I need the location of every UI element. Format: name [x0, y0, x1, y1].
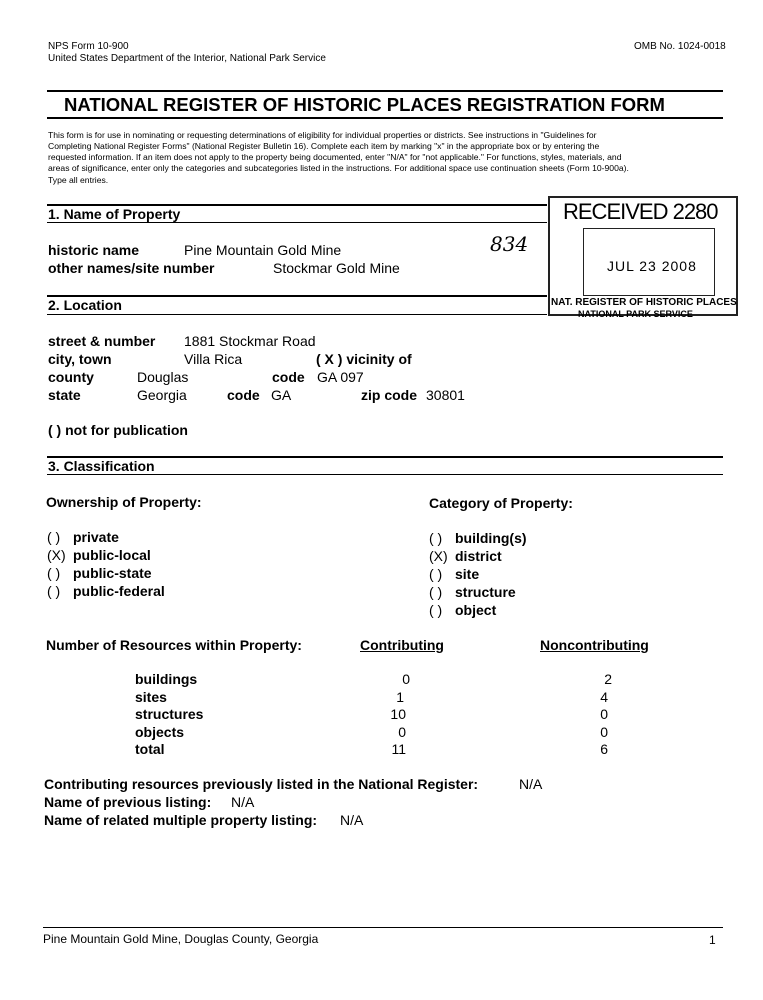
noncontributing-count: 6 — [600, 741, 608, 757]
title-rule-top — [47, 90, 723, 92]
stamp-line1: NAT. REGISTER OF HISTORIC PLACES — [551, 297, 737, 308]
ownership-mark: (X) — [47, 547, 66, 563]
resource-label: sites — [135, 689, 167, 705]
instructions-line: This form is for use in nominating or requesting determinations of eligibility for individual properties or districts. See instructions in "Guidelines for — [48, 130, 597, 140]
county-code-label: code — [272, 369, 305, 385]
zip-label: zip code — [361, 387, 418, 403]
instructions-line: Completing National Register Forms" (National Register Bulletin 16). Complete each item by marking "x" in the appropriate box or by entering the — [48, 141, 600, 151]
street-value: 1881 Stockmar Road — [184, 333, 316, 349]
stamp-line2: NATIONAL PARK SERVICE — [578, 309, 693, 319]
section-rule — [47, 222, 547, 223]
county-label: county — [48, 369, 94, 385]
noncontributing-heading: Noncontributing — [540, 637, 649, 653]
other-names-label: other names/site number — [48, 260, 215, 276]
stamp-received: RECEIVED 2280 — [563, 199, 718, 224]
noncontributing-count: 4 — [600, 689, 608, 705]
contributing-count: 0 — [398, 724, 406, 740]
section-rule — [47, 295, 547, 297]
resource-label: objects — [135, 724, 185, 740]
vicinity-option: ( X ) vicinity of — [316, 351, 412, 367]
form-title: NATIONAL REGISTER OF HISTORIC PLACES REGISTRATION FORM — [64, 94, 665, 115]
category-mark: ( ) — [429, 584, 443, 600]
title-rule-bottom — [47, 117, 723, 119]
category-option: site — [455, 566, 480, 582]
category-mark: ( ) — [429, 530, 443, 546]
category-option: district — [455, 548, 502, 564]
contributing-count: 0 — [402, 671, 410, 687]
previous-listing-label: Name of previous listing: — [44, 794, 212, 810]
category-option: building(s) — [455, 530, 527, 546]
section-rule — [47, 474, 723, 475]
ownership-heading: Ownership of Property: — [46, 494, 202, 510]
related-listing-label: Name of related multiple property listing: — [44, 812, 318, 828]
page-number: 1 — [709, 933, 716, 947]
footer-rule — [43, 927, 723, 928]
noncontributing-count: 2 — [604, 671, 612, 687]
instructions-line: Type all entries. — [48, 175, 109, 185]
ownership-option: public-federal — [73, 583, 165, 599]
omb-number: OMB No. 1024-0018 — [634, 41, 726, 52]
county-value: Douglas — [137, 369, 189, 385]
previously-listed-value: N/A — [519, 776, 543, 792]
ownership-option: public-local — [73, 547, 151, 563]
contributing-count: 10 — [390, 706, 406, 722]
footer-property: Pine Mountain Gold Mine, Douglas County, Georgia — [43, 932, 319, 946]
noncontributing-count: 0 — [600, 706, 608, 722]
state-value: Georgia — [137, 387, 187, 403]
stamp-date: JUL 23 2008 — [607, 258, 697, 274]
section-rule — [47, 314, 547, 315]
contributing-count: 11 — [391, 741, 406, 757]
noncontributing-count: 0 — [600, 724, 608, 740]
state-label: state — [48, 387, 81, 403]
historic-name-label: historic name — [48, 242, 140, 258]
ownership-option: private — [73, 529, 119, 545]
previously-listed-label: Contributing resources previously listed in the National Register: — [44, 776, 479, 792]
resources-heading: Number of Resources within Property: — [46, 637, 302, 653]
not-for-publication: ( ) not for publication — [48, 422, 188, 438]
city-value: Villa Rica — [184, 351, 243, 367]
category-mark: ( ) — [429, 566, 443, 582]
section-3-heading: 3. Classification — [48, 458, 155, 474]
category-mark: ( ) — [429, 602, 443, 618]
category-option: object — [455, 602, 497, 618]
instructions-line: areas of significance, enter only the categories and subcategories listed in the instructions. For additional space use continuation sheets (Form 10-900a). — [48, 163, 629, 173]
related-listing-value: N/A — [340, 812, 364, 828]
state-code-label: code — [227, 387, 260, 403]
department: United States Department of the Interior, National Park Service — [48, 53, 326, 64]
form-number: NPS Form 10-900 — [48, 41, 129, 52]
ownership-mark: ( ) — [47, 529, 61, 545]
contributing-heading: Contributing — [360, 637, 444, 653]
ownership-mark: ( ) — [47, 565, 61, 581]
ownership-option: public-state — [73, 565, 152, 581]
other-names-value: Stockmar Gold Mine — [273, 260, 400, 276]
ownership-mark: ( ) — [47, 583, 61, 599]
category-heading: Category of Property: — [429, 495, 573, 511]
resource-label: buildings — [135, 671, 198, 687]
previous-listing-value: N/A — [231, 794, 255, 810]
instructions-line: requested information. If an item does not apply to the property being documented, enter "N/A" for "not applicable." For functions, styles, materials, and — [48, 152, 622, 162]
section-1-heading: 1. Name of Property — [48, 206, 181, 222]
resource-label: total — [135, 741, 165, 757]
contributing-count: 1 — [396, 689, 404, 705]
category-mark: (X) — [429, 548, 448, 564]
street-label: street & number — [48, 333, 156, 349]
handwritten-note: 834 — [490, 232, 529, 256]
state-code-value: GA — [271, 387, 292, 403]
section-2-heading: 2. Location — [48, 297, 122, 313]
historic-name-value: Pine Mountain Gold Mine — [184, 242, 342, 258]
county-code-value: GA 097 — [317, 369, 364, 385]
resource-label: structures — [135, 706, 204, 722]
zip-value: 30801 — [426, 387, 465, 403]
category-option: structure — [455, 584, 516, 600]
city-label: city, town — [48, 351, 112, 367]
